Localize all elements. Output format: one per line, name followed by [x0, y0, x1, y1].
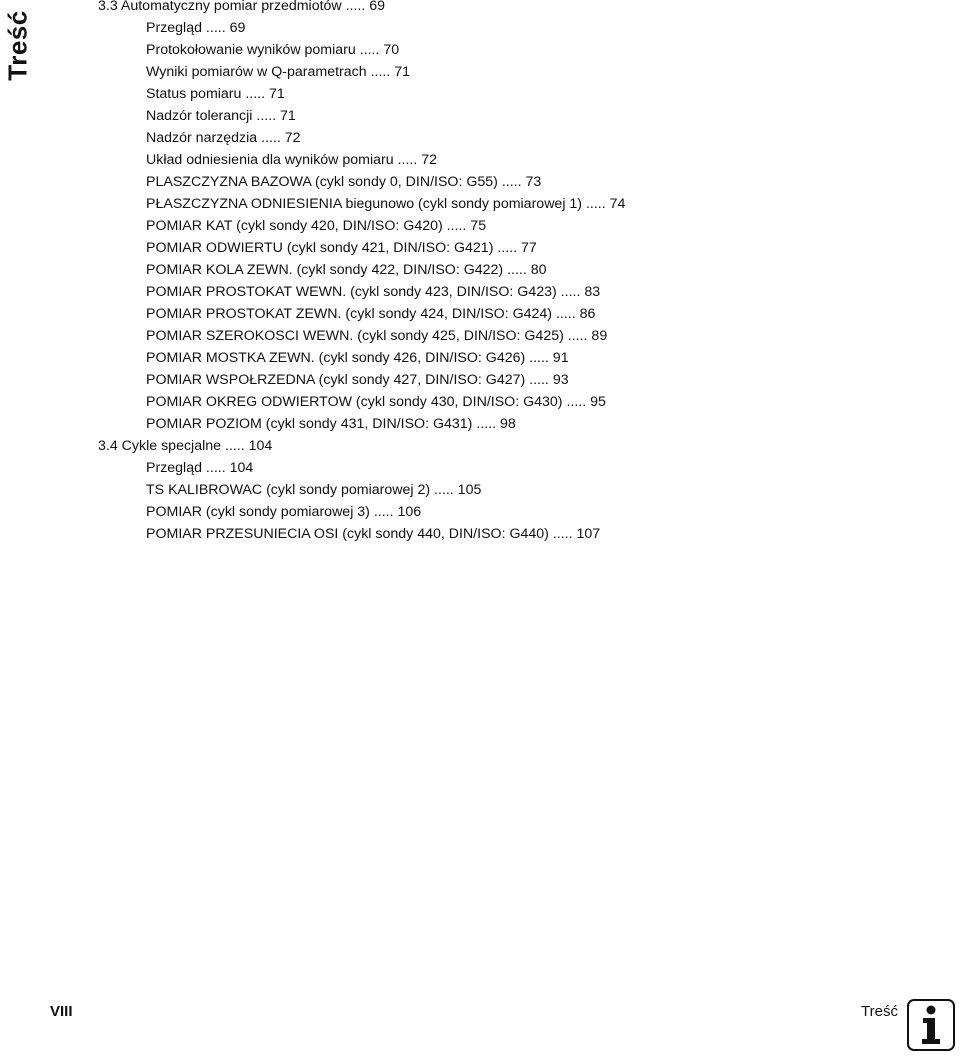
toc-entry[interactable]: POMIAR MOSTKA ZEWN. (cykl sondy 426, DIN/ISO: G426) ..... 91 [146, 350, 569, 366]
toc-entry[interactable]: PŁASZCZYZNA ODNIESIENIA biegunowo (cykl sondy pomiarowej 1) ..... 74 [146, 196, 626, 212]
toc-entry[interactable]: Protokołowanie wyników pomiaru ..... 70 [146, 42, 400, 58]
toc-entry[interactable]: POMIAR PROSTOKAT ZEWN. (cykl sondy 424, DIN/ISO: G424) ..... 86 [146, 306, 596, 322]
toc-entry[interactable]: POMIAR WSPOŁRZEDNA (cykl sondy 427, DIN/ISO: G427) ..... 93 [146, 372, 569, 388]
table-of-contents [98, 0, 918, 545]
toc-entry[interactable]: POMIAR OKREG ODWIERTOW (cykl sondy 430, DIN/ISO: G430) ..... 95 [146, 394, 606, 410]
toc-entry[interactable]: POMIAR PRZESUNIECIA OSI (cykl sondy 440, DIN/ISO: G440) ..... 107 [146, 526, 601, 542]
section-side-tab [0, 0, 36, 90]
toc-entry[interactable]: PLASZCZYZNA BAZOWA (cykl sondy 0, DIN/ISO: G55) ..... 73 [146, 174, 542, 190]
toc-entry[interactable]: Status pomiaru ..... 71 [146, 86, 285, 102]
toc-entry[interactable]: Układ odniesienia dla wyników pomiaru ..... 72 [146, 152, 437, 168]
toc-entry[interactable]: POMIAR POZIOM (cykl sondy 431, DIN/ISO: G431) ..... 98 [146, 416, 516, 432]
toc-section-entry[interactable]: 3.3 Automatyczny pomiar przedmiotów ..... 69 [98, 0, 386, 14]
footer-title: Treść [861, 1003, 898, 1020]
toc-section-entry[interactable]: 3.4 Cykle specjalne ..... 104 [98, 438, 273, 454]
toc-entry[interactable]: Nadzór narzędzia ..... 72 [146, 130, 301, 146]
section-side-tab-label: Treść [2, 9, 33, 81]
info-icon-glyph [920, 1005, 942, 1045]
toc-entry[interactable]: POMIAR (cykl sondy pomiarowej 3) ..... 106 [146, 504, 422, 520]
toc-entry[interactable]: POMIAR KAT (cykl sondy 420, DIN/ISO: G420) ..... 75 [146, 218, 487, 234]
toc-entry[interactable]: Nadzór tolerancji ..... 71 [146, 108, 296, 124]
info-icon [907, 999, 955, 1051]
toc-entry[interactable]: Wyniki pomiarów w Q-parametrach ..... 71 [146, 64, 410, 80]
page-number: VIII [50, 1003, 73, 1020]
toc-entry[interactable]: Przegląd ..... 104 [146, 460, 254, 476]
toc-entry[interactable]: POMIAR SZEROKOSCI WEWN. (cykl sondy 425, DIN/ISO: G425) ..... 89 [146, 328, 608, 344]
toc-entry[interactable]: Przegląd ..... 69 [146, 20, 246, 36]
toc-entry[interactable]: POMIAR PROSTOKAT WEWN. (cykl sondy 423, DIN/ISO: G423) ..... 83 [146, 284, 601, 300]
toc-entry[interactable]: POMIAR ODWIERTU (cykl sondy 421, DIN/ISO: G421) ..... 77 [146, 240, 537, 256]
toc-entry[interactable]: POMIAR KOLA ZEWN. (cykl sondy 422, DIN/ISO: G422) ..... 80 [146, 262, 547, 278]
toc-entry[interactable]: TS KALIBROWAC (cykl sondy pomiarowej 2) ..... 105 [146, 482, 482, 498]
